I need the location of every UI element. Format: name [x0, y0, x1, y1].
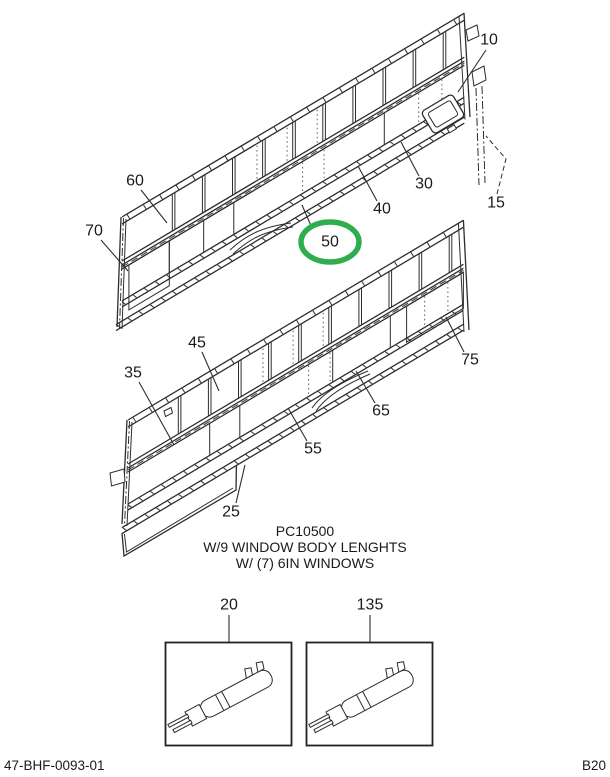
panel-line [172, 31, 446, 231]
callout-75: 75 [461, 351, 479, 369]
callout-35: 35 [124, 364, 142, 382]
latch-part-135 [303, 659, 416, 736]
leader-25 [236, 465, 245, 503]
footer-page-code: B20 [581, 758, 606, 773]
post-hidden-line [476, 88, 479, 185]
upper-panel-assembly [116, 13, 486, 331]
leader-75 [446, 317, 464, 352]
callout-10: 10 [480, 31, 498, 49]
panel-notch-tab [110, 469, 125, 486]
access-door-frame [421, 94, 465, 135]
latch-part-20 [162, 659, 275, 736]
panel-line [117, 20, 461, 327]
leader-70 [101, 240, 128, 271]
end-frame-tab [466, 25, 479, 41]
callout-55: 55 [304, 440, 322, 458]
callout-40: 40 [373, 200, 391, 218]
panel-line [263, 283, 448, 396]
callout-65: 65 [372, 402, 390, 420]
panel-edge [127, 422, 132, 526]
callout-60: 60 [126, 172, 144, 190]
callout-45: 45 [188, 334, 206, 352]
leader-15 [486, 136, 506, 194]
post-hidden-line [482, 86, 485, 183]
panel-sheet [407, 272, 464, 342]
footer-plate-number: 47-BHF-0093-01 [4, 758, 105, 773]
callout-15: 15 [487, 194, 505, 212]
callout-50-highlighted[interactable]: 50 [321, 233, 339, 251]
panel-end-frame [463, 220, 469, 330]
callout-70: 70 [85, 222, 103, 240]
caption-block [203, 523, 407, 571]
inset-label-20: 20 [220, 596, 238, 614]
rail-bracket [164, 408, 173, 417]
access-door [421, 94, 469, 140]
caption-windows: W/ (7) 6IN WINDOWS [235, 555, 375, 571]
panel-line [128, 270, 463, 470]
lower-panel-assembly [110, 220, 469, 556]
panel-line [169, 113, 384, 273]
caption-model: PC10500 [275, 523, 335, 539]
caption-body-length: W/9 WINDOW BODY LENGHTS [203, 539, 407, 555]
callout-30: 30 [415, 175, 433, 193]
panel-line [116, 13, 464, 330]
panel-line [123, 233, 462, 531]
callout-25: 25 [222, 503, 240, 521]
panel-line [210, 316, 391, 456]
inset-label-135: 135 [356, 596, 384, 614]
post-bracket [472, 66, 486, 86]
panel-line [122, 220, 463, 533]
